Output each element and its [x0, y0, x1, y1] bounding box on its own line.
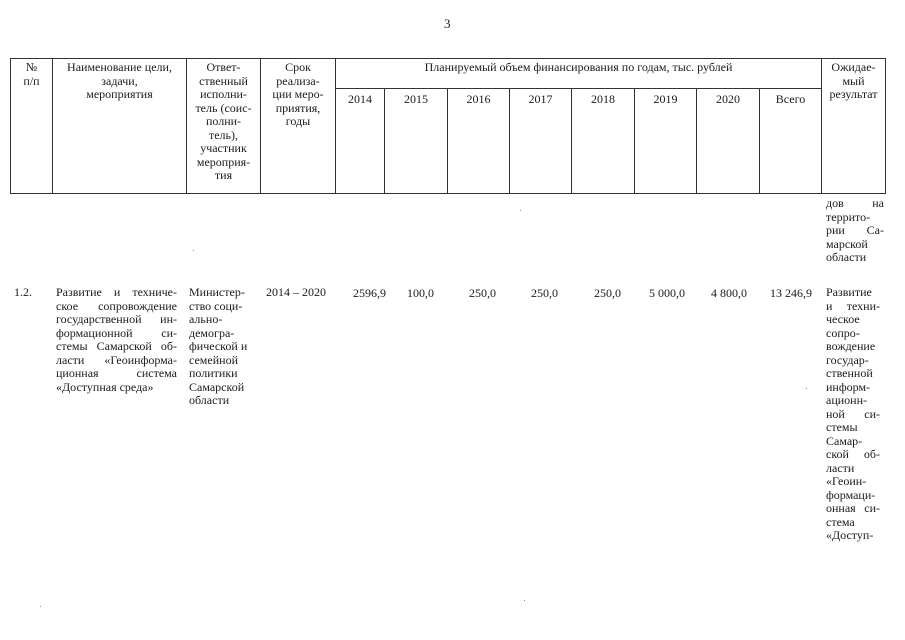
result-line: государ- [826, 352, 869, 367]
name-line: «Доступная среда» [56, 379, 154, 394]
year-header: 2014 [348, 92, 372, 106]
col-border [335, 58, 336, 194]
total-header: Всего [775, 92, 806, 106]
year-header: 2016 [466, 92, 491, 106]
result-line: вождение [826, 339, 876, 353]
name-line: ласти «Геоинформа- [56, 352, 177, 367]
result-line: стема [826, 514, 855, 529]
header-result: Ожидае- мый результат [829, 60, 878, 101]
value-2017: 250,0 [531, 286, 558, 300]
result-line: ской об- [826, 447, 880, 461]
table-header [10, 58, 886, 194]
scan-speck [520, 210, 521, 211]
result-line: и техни- [826, 298, 880, 313]
header-funding: Планируемый объем финансирования по годам, тыс. рублей [424, 60, 733, 74]
scan-speck [193, 250, 194, 251]
scan-speck [806, 388, 807, 389]
name-line: формационной си- [56, 325, 177, 340]
funding-sub-border [335, 88, 821, 89]
result-line: ационн- [826, 393, 868, 407]
row-number: 1.2. [14, 285, 32, 299]
header-name: Наименование цели, задачи, мероприятия [67, 60, 172, 101]
col-border [885, 58, 886, 194]
result-line: дов на [826, 196, 884, 210]
scan-speck [40, 606, 41, 607]
value-2016: 250,0 [469, 286, 496, 300]
header-executor: Ответ- ственный исполни- тель (соис- полни- тель), участник мероприя- тия [195, 60, 252, 182]
result-line: ласти [826, 460, 855, 475]
name-line: ское сопровождение [56, 298, 177, 313]
header-term: Срок реализа- ции меро- приятия, годы [272, 60, 324, 128]
result-line: формаци- [826, 487, 876, 502]
result-line: области [826, 250, 867, 264]
name-line: стемы Самарской об- [56, 339, 177, 353]
year-header: 2020 [716, 92, 740, 106]
name-line: ционная система [56, 366, 177, 380]
header-top-border [10, 58, 886, 59]
page-number: 3 [444, 16, 451, 31]
year-header: 2019 [653, 92, 678, 106]
result-line: «Геоин- [826, 474, 867, 488]
result-line: Развитие [826, 285, 872, 299]
scan-speck [524, 600, 525, 601]
row-term: 2014 – 2020 [266, 285, 326, 299]
value-total: 13 246,9 [770, 286, 812, 300]
year-header: 2017 [528, 92, 553, 106]
result-line: ной си- [826, 406, 880, 421]
result-line: сопро- [826, 325, 860, 340]
result-line: ственной [826, 366, 873, 380]
name-line: Развитие и техниче- [56, 285, 177, 299]
name-line: государственной ин- [56, 312, 177, 326]
result-line: ческое [826, 312, 860, 326]
result-line: рии Са- [826, 223, 884, 237]
year-header: 2015 [404, 92, 428, 106]
row-executor: Министер- ство соци- ально- демогра- фической и семейной политики Самарской области [189, 285, 248, 407]
continuation-result [826, 197, 884, 265]
header-number: № п/п [23, 60, 40, 88]
header-bottom-border [10, 193, 886, 194]
value-2015: 100,0 [407, 286, 434, 300]
row-result [826, 286, 880, 543]
result-line: марской [826, 236, 868, 251]
result-line: «Доступ- [826, 528, 874, 542]
result-line: онная си- [826, 501, 880, 515]
year-header: 2018 [591, 92, 615, 106]
result-line: стемы [826, 420, 858, 434]
result-line: террито- [826, 209, 871, 224]
value-2014: 2596,9 [353, 286, 386, 300]
result-line: Самар- [826, 433, 863, 448]
value-2018: 250,0 [594, 286, 621, 300]
result-line: информ- [826, 379, 871, 394]
value-2020: 4 800,0 [711, 286, 747, 300]
row-name [56, 286, 177, 394]
value-2019: 5 000,0 [649, 286, 685, 300]
